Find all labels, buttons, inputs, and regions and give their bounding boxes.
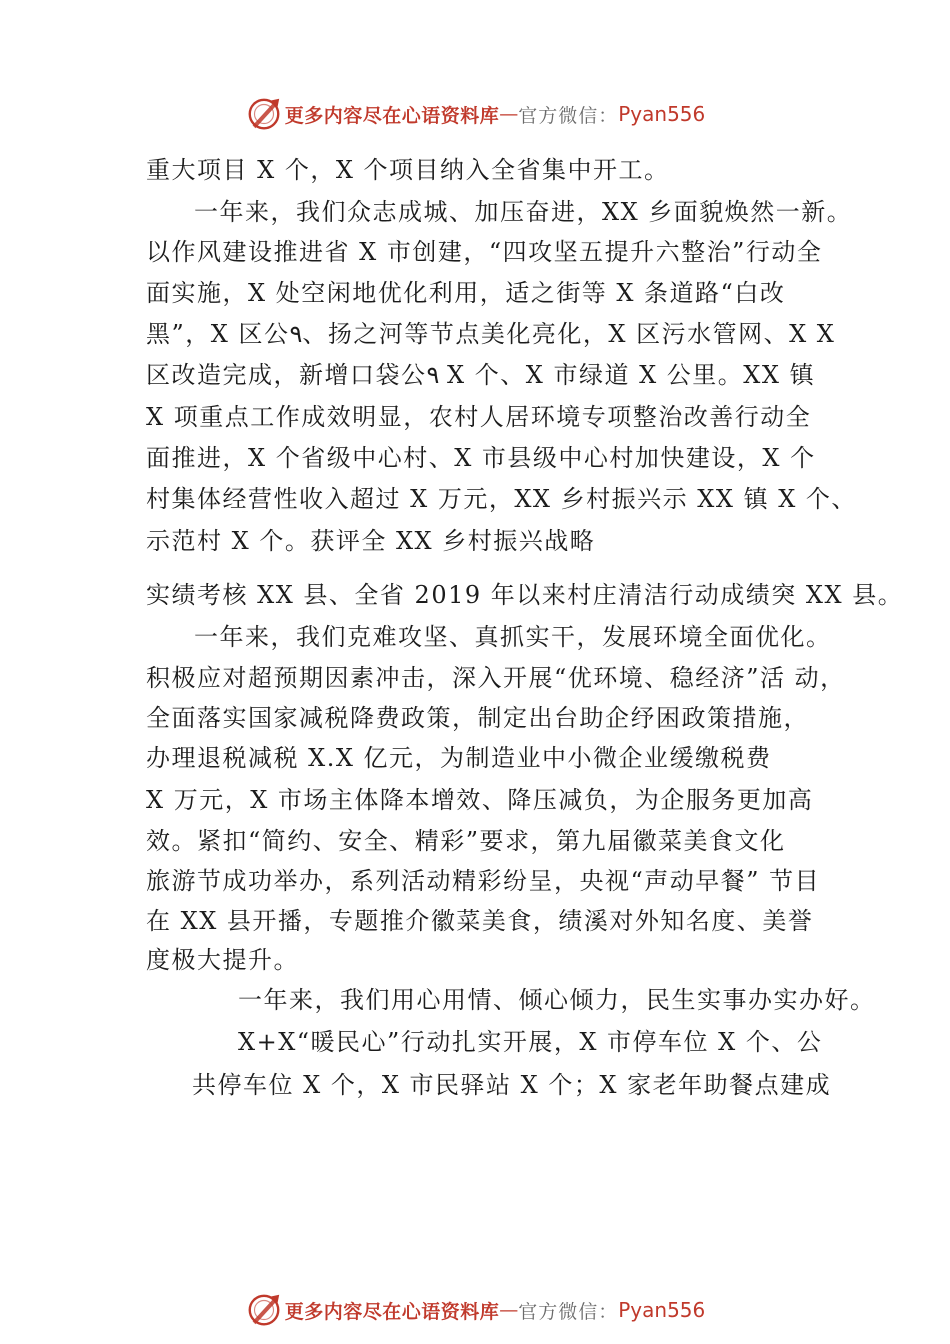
watermark-wechat-label: 官方微信： bbox=[518, 1300, 619, 1323]
watermark-banner-bottom bbox=[0, 1290, 950, 1330]
text-line: 全面落实国家减税降费政策，制定出台助企纾困政策措施， bbox=[146, 704, 809, 732]
text-line: X 项重点工作成效明显，农村人居环境专项整治改善行动全 bbox=[146, 403, 812, 431]
text-line: 一年来，我们用心用情、倾心倾力，民生实事办实办好。 bbox=[238, 986, 876, 1014]
text-line: 重大项目 X 个，X 个项目纳入全省集中开工。 bbox=[146, 156, 670, 184]
text-line: X+X“暖民心”行动扎实开展，X 市停车位 X 个、公 bbox=[238, 1028, 823, 1056]
text-line: 旅游节成功举办，系列活动精彩纷呈，央视“声动早餐” 节目 bbox=[146, 867, 821, 895]
text-line: 面实施，X 处空闲地优化利用，适之街等 X 条道路“白改 bbox=[146, 279, 786, 307]
watermark-wechat-id: Pyan556 bbox=[618, 1298, 706, 1322]
text-line: 在 XX 县开播，专题推介徽菜美食，绩溪对外知名度、美誉 bbox=[146, 907, 814, 935]
text-line: 示范村 X 个。获评全 XX 乡村振兴战略 bbox=[146, 527, 596, 555]
text-line: 一年来，我们克难攻坚、真抓实干，发展环境全面优化。 bbox=[194, 623, 832, 651]
text-line: 村集体经营性收入超过 X 万元，XX 乡村振兴示 XX 镇 X 个、 bbox=[146, 485, 857, 513]
watermark-wechat-id: Pyan556 bbox=[618, 102, 706, 126]
watermark-banner-top bbox=[0, 94, 950, 134]
text-line: 共停车位 X 个，X 市民驿站 X 个；X 家老年助餐点建成 bbox=[192, 1071, 832, 1099]
text-line: 积极应对超预期因素冲击，深入开展“优环境、稳经济”活 动， bbox=[146, 664, 846, 692]
text-line: 区改造完成，新增口袋公٩ X 个、X 市绿道 X 公里。XX 镇 bbox=[146, 361, 816, 389]
text-line: 度极大提升。 bbox=[146, 946, 299, 974]
text-line: 以作风建设推进省 X 市创建，“四攻坚五提升六整治”行动全 bbox=[146, 238, 823, 266]
text-line: 黑”，X 区公٩、扬之河等节点美化亮化，X 区污水管网、X X bbox=[146, 320, 836, 348]
watermark-title: 更多内容尽在心语资料库 bbox=[284, 104, 500, 127]
text-line: 一年来，我们众志成城、加压奋进，XX 乡面貌焕然一新。 bbox=[194, 198, 853, 226]
watermark-dash: — bbox=[499, 103, 519, 125]
watermark-dash: — bbox=[499, 1299, 519, 1321]
watermark-wechat-label: 官方微信： bbox=[518, 104, 619, 127]
text-line: 实绩考核 XX 县、全省 2019 年以来村庄清洁行动成绩突 XX 县。 bbox=[146, 581, 904, 609]
text-line: 效。紧扣“简约、安全、精彩”要求，第九届徽菜美食文化 bbox=[146, 827, 786, 855]
watermark-title: 更多内容尽在心语资料库 bbox=[284, 1300, 500, 1323]
text-line: 办理退税减税 X.X 亿元，为制造业中小微企业缓缴税费 bbox=[146, 744, 772, 772]
quill-seal-icon bbox=[245, 1291, 283, 1329]
text-line: X 万元，X 市场主体降本增效、降压减负，为企服务更加高 bbox=[146, 786, 814, 814]
quill-seal-icon bbox=[245, 95, 283, 133]
text-line: 面推进，X 个省级中心村、X 市县级中心村加快建设，X 个 bbox=[146, 444, 816, 472]
